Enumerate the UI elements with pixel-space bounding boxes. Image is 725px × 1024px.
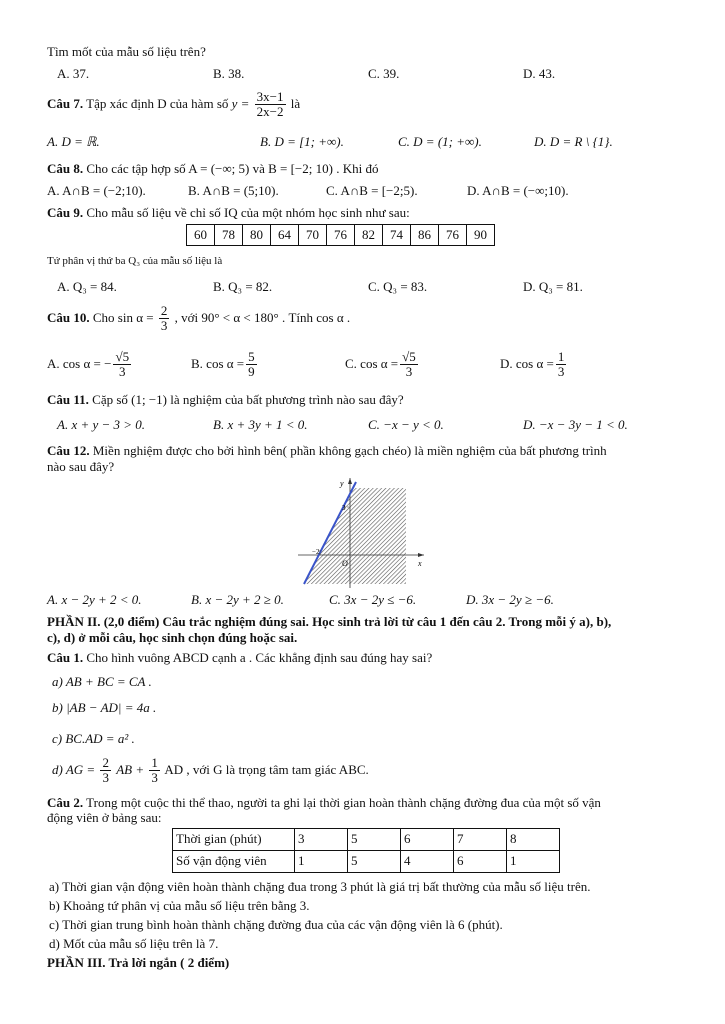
option-d: D. 43. <box>523 66 556 81</box>
question-text: Cho các tập hợp số A = (−∞; 5) và B = [−2; 10) . Khi đó <box>86 161 379 176</box>
question-10 <box>47 304 685 334</box>
question-8-options <box>47 183 687 203</box>
question-label: Câu 11. <box>47 392 89 407</box>
option-a: A. 37. <box>57 66 90 81</box>
y-axis-label: y <box>340 479 344 488</box>
option-b: B. Q₃ = 82. <box>213 279 273 294</box>
question-label: Câu 12. <box>47 443 90 458</box>
iq-table <box>186 224 495 246</box>
option-b: B. x − 2y + 2 ≥ 0. <box>191 592 284 607</box>
option-d: D. −x − 3y − 1 < 0. <box>523 417 628 432</box>
table-cell: 74 <box>383 225 411 246</box>
option-d: D. A∩B = (−∞;10). <box>467 183 569 198</box>
prev-question-options <box>47 66 687 86</box>
question-9-options <box>47 279 687 299</box>
table-cell: 5 <box>348 851 401 873</box>
table-cell: 64 <box>271 225 299 246</box>
question-10-options <box>47 350 687 390</box>
question-9-subtext: Tứ phân vị thứ ba Q₃ của mẫu số liệu là <box>47 255 223 267</box>
option-c: C. −x − y < 0. <box>368 417 444 432</box>
table-cell: 80 <box>243 225 271 246</box>
option-c: C. Q₃ = 83. <box>368 279 428 294</box>
part3-title: PHẦN III. Trả lời ngắn ( 2 điểm) <box>47 955 230 970</box>
question-label: Câu 10. <box>47 309 90 325</box>
question-7-options <box>47 134 687 154</box>
option-c: C. cos α = $\frac{√5}{3}$ <box>345 349 416 380</box>
question-12 <box>47 443 685 459</box>
question-tail: là <box>290 95 301 111</box>
part2-question-2-cont: động viên ở bảng sau: <box>47 810 162 825</box>
question-12-cont: nào sau đây? <box>47 459 115 474</box>
question-text: Cho sin α = <box>92 309 154 325</box>
table-cell: 1 <box>295 851 348 873</box>
tick-x-label: −2 <box>312 548 320 556</box>
statement-b: b) Khoảng tứ phân vị của mẫu số liệu trên bằng 3. <box>49 898 310 913</box>
option-b: B. x + 3y + 1 < 0. <box>213 417 308 432</box>
y-axis-arrow-icon <box>348 478 352 484</box>
table-row <box>173 851 560 873</box>
question-9 <box>47 205 685 221</box>
inequality-graph <box>298 478 428 590</box>
hatched-region <box>304 488 406 584</box>
option-a: A. A∩B = (−2;10). <box>47 183 146 198</box>
table-cell: 6 <box>454 851 507 873</box>
statement-d: d) AG = $\frac{2}{3}$ AB + $\frac{1}{3}$ AD , với G là trọng tâm tam giác ABC. <box>52 755 369 786</box>
option-d: D. Q₃ = 81. <box>523 279 583 294</box>
question-text-tail: , với 90° < α < 180° . Tính cos α . <box>174 309 351 325</box>
table-cell: 76 <box>439 225 467 246</box>
function-lhs: y = <box>231 95 250 111</box>
option-c: C. D = (1; +∞). <box>398 134 482 149</box>
part2-title: PHẦN II. (2,0 điểm) Câu trắc nghiệm đúng sai. Học sinh trả lời từ câu 1 đến câu 2. Trong mỗi ý a), b), <box>47 614 612 629</box>
question-8 <box>47 161 685 177</box>
option-d: D. 3x − 2y ≥ −6. <box>466 592 554 607</box>
option-b: B. A∩B = (5;10). <box>188 183 279 198</box>
x-axis-arrow-icon <box>418 553 424 557</box>
table-cell: 82 <box>355 225 383 246</box>
time-table <box>172 828 560 873</box>
table-header: Thời gian (phút) <box>173 829 295 851</box>
option-d: D. D = R \ {1}. <box>534 134 613 149</box>
question-text: Cho mẫu số liệu về chỉ số IQ của một nhóm học sinh như sau: <box>86 205 410 220</box>
option-a: A. x + y − 3 > 0. <box>57 417 146 432</box>
option-c: C. 39. <box>368 66 400 81</box>
question-7 <box>47 90 685 120</box>
option-c: C. A∩B = [−2;5). <box>326 183 418 198</box>
question-text: Cặp số (1; −1) là nghiệm của bất phương trình nào sau đây? <box>92 392 404 407</box>
table-cell: 5 <box>348 829 401 851</box>
part2-question-1 <box>47 650 685 666</box>
option-b: B. D = [1; +∞). <box>260 134 344 149</box>
table-header: Số vận động viên <box>173 851 295 873</box>
table-cell: 60 <box>187 225 215 246</box>
option-a: A. x − 2y + 2 < 0. <box>47 592 142 607</box>
option-a: A. cos α = − $\frac{√5}{3}$ <box>47 349 130 380</box>
option-b: B. cos α = $\frac{5}{9}$ <box>191 349 255 380</box>
intro-text: Tìm mốt của mẫu số liệu trên? <box>47 44 206 59</box>
tick-y-label: 3 <box>342 504 346 512</box>
statement-a: a) AB + BC = CA . <box>52 674 152 689</box>
table-cell: 76 <box>327 225 355 246</box>
option-b: B. 38. <box>213 66 245 81</box>
table-row <box>173 829 560 851</box>
part2-title-cont: c), d) ở mỗi câu, học sinh chọn đúng hoặc sai. <box>47 630 298 645</box>
question-11-options <box>47 417 687 437</box>
table-row <box>187 225 495 246</box>
option-a: A. Q₃ = 84. <box>57 279 117 294</box>
statement-a: a) Thời gian vận động viên hoàn thành chặng đua trong 3 phút là giá trị bất thường của mẫu số liệu trên. <box>49 879 591 894</box>
statement-b: b) |AB − AD| = 4a . <box>52 700 157 715</box>
table-cell: 8 <box>507 829 560 851</box>
table-cell: 78 <box>215 225 243 246</box>
fraction: $\frac{3x-1}{2x-2}$ <box>256 89 284 120</box>
option-d: D. cos α = $\frac{1}{3}$ <box>500 349 565 380</box>
question-text: Trong một cuộc thi thể thao, người ta ghi lại thời gian hoàn thành chặng đường đua của một số vận <box>86 795 601 810</box>
x-axis-label: x <box>418 559 422 568</box>
option-a: A. D = ℝ. <box>47 134 100 149</box>
fraction: $\frac{2}{3}$ <box>160 303 168 334</box>
origin-label: O <box>342 559 348 568</box>
question-label: Câu 9. <box>47 205 84 220</box>
question-text: Cho hình vuông ABCD cạnh a . Các khẳng định sau đúng hay sai? <box>86 650 433 665</box>
table-cell: 4 <box>401 851 454 873</box>
question-label: Câu 7. <box>47 95 84 111</box>
table-cell: 6 <box>401 829 454 851</box>
table-cell: 86 <box>411 225 439 246</box>
statement-d: d) Mốt của mẫu số liệu trên là 7. <box>49 936 219 951</box>
question-label: Câu 1. <box>47 650 84 665</box>
table-cell: 90 <box>467 225 495 246</box>
part2-question-2 <box>47 795 685 811</box>
table-cell: 1 <box>507 851 560 873</box>
question-text: Tập xác định D của hàm số <box>86 95 229 111</box>
table-cell: 7 <box>454 829 507 851</box>
option-c: C. 3x − 2y ≤ −6. <box>329 592 417 607</box>
table-cell: 70 <box>299 225 327 246</box>
question-text: Miền nghiệm được cho bởi hình bên( phần không gạch chéo) là miền nghiệm của bất phương trình <box>92 443 607 458</box>
question-11 <box>47 392 685 408</box>
statement-c: c) Thời gian trung bình hoàn thành chặng đường đua của các vận động viên là 6 (phút). <box>49 917 503 932</box>
table-cell: 3 <box>295 829 348 851</box>
question-12-options <box>47 592 687 612</box>
question-label: Câu 8. <box>47 161 84 176</box>
question-label: Câu 2. <box>47 795 84 810</box>
statement-c: c) BC.AD = a² . <box>52 731 135 746</box>
